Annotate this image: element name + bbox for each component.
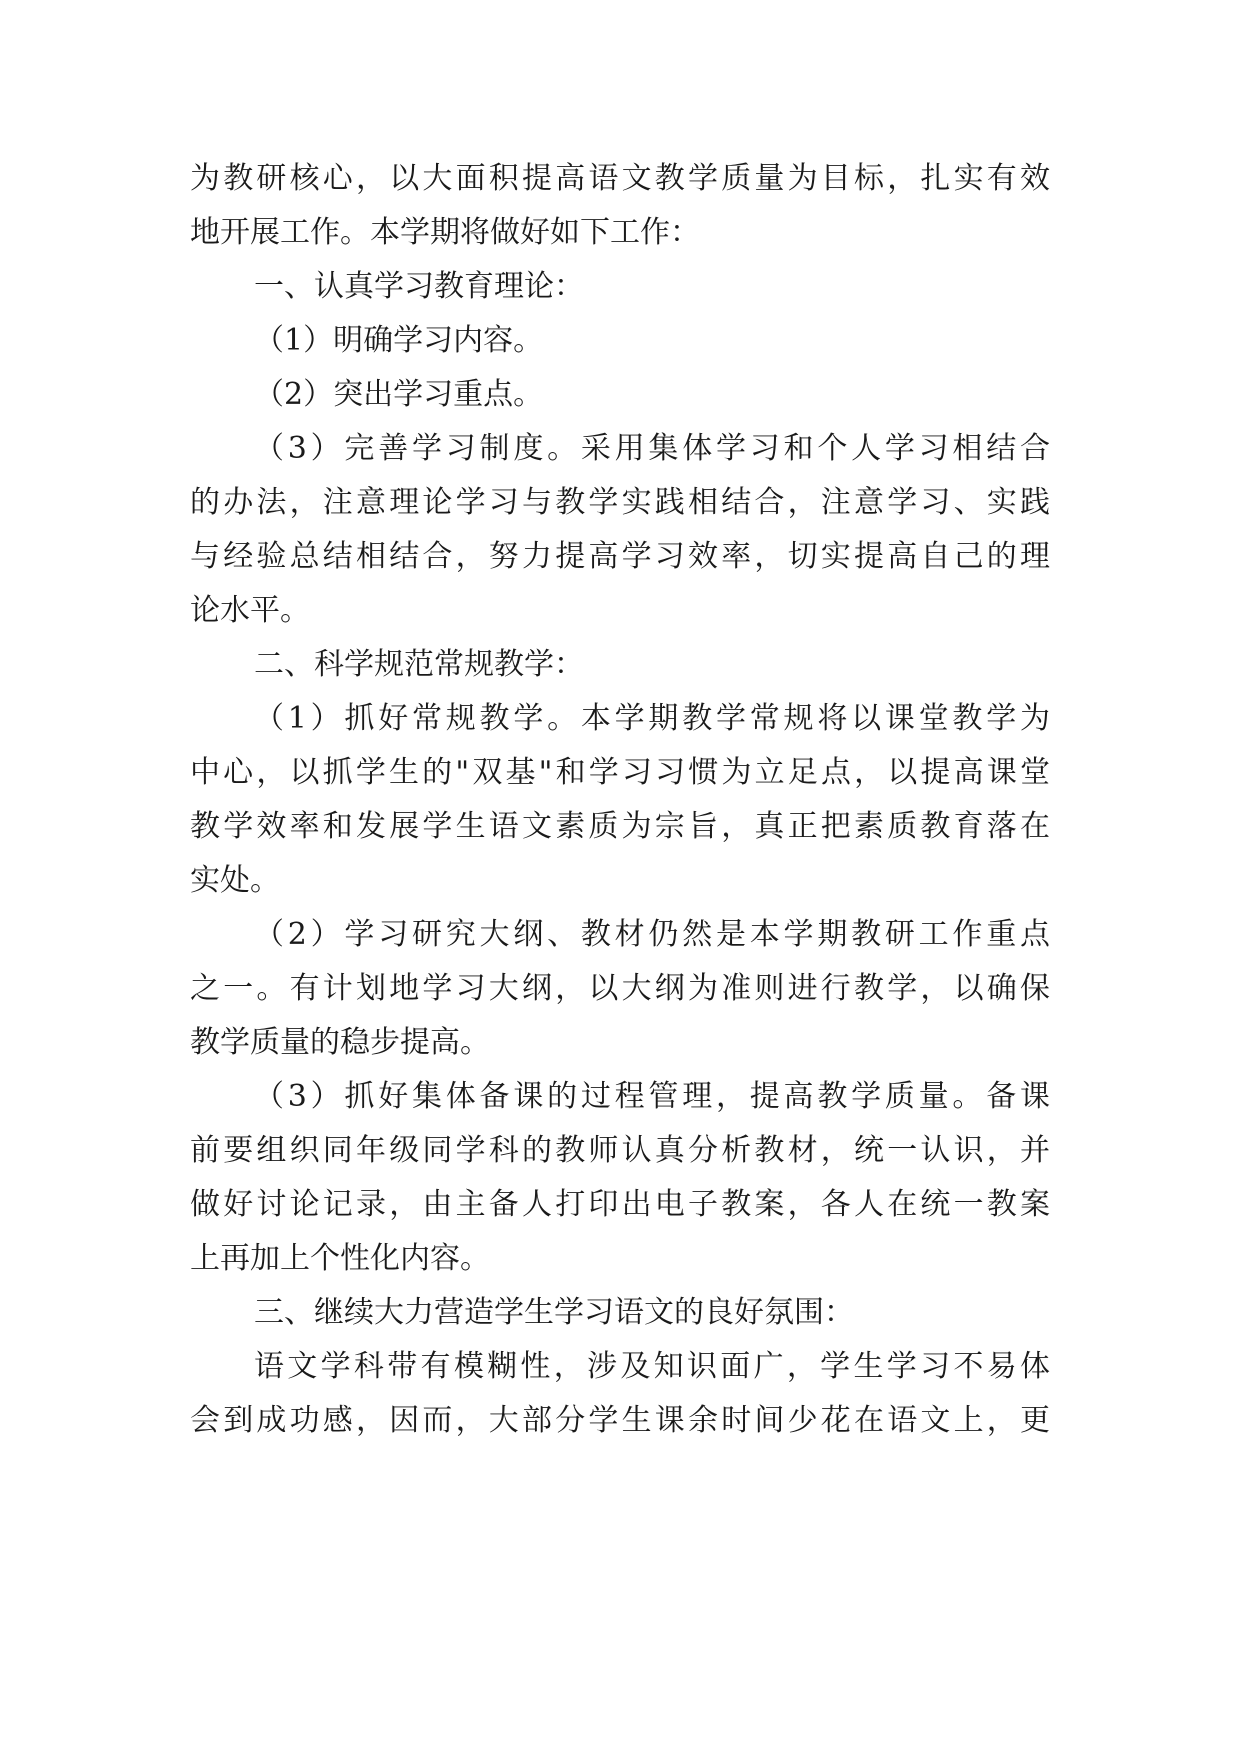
section-heading: 一、认真学习教育理论： [254,269,584,304]
text-line: 实处。 [190,863,280,898]
list-item: （1）明确学习内容。 [254,323,544,358]
paragraph-start: 语文学科带有模糊性，涉及知识面广，学生学习不易体 [254,1349,1050,1384]
text-line: 之一。有计划地学习大纲，以大纲为准则进行教学，以确保 [190,971,1050,1006]
text-line: 为教研核心，以大面积提高语文教学质量为目标，扎实有效 [190,161,1050,196]
list-item: （3）抓好集体备课的过程管理，提高教学质量。备课 [254,1079,1050,1114]
text-line: 做好讨论记录，由主备人打印出电子教案，各人在统一教案 [190,1187,1050,1222]
text-line: 中心，以抓学生的"双基"和学习习惯为立足点，以提高课堂 [190,755,1050,790]
list-item: （3）完善学习制度。采用集体学习和个人学习相结合 [254,431,1050,466]
text-line: 上再加上个性化内容。 [190,1241,490,1276]
text-line: 的办法，注意理论学习与教学实践相结合，注意学习、实践 [190,485,1050,520]
list-item: （2）学习研究大纲、教材仍然是本学期教研工作重点 [254,917,1050,952]
list-item: （1）抓好常规教学。本学期教学常规将以课堂教学为 [254,701,1050,736]
text-line: 前要组织同年级同学科的教师认真分析教材，统一认识，并 [190,1133,1050,1168]
text-line: 论水平。 [190,593,310,628]
text-line: 会到成功感，因而，大部分学生课余时间少花在语文上，更 [190,1403,1050,1438]
text-line: 教学质量的稳步提高。 [190,1025,490,1060]
text-line: 地开展工作。本学期将做好如下工作： [190,215,700,250]
section-heading: 三、继续大力营造学生学习语文的良好氛围： [254,1295,854,1330]
text-line: 教学效率和发展学生语文素质为宗旨，真正把素质教育落在 [190,809,1050,844]
text-line: 与经验总结相结合，努力提高学习效率，切实提高自己的理 [190,539,1050,574]
section-heading: 二、科学规范常规教学： [254,647,584,682]
list-item: （2）突出学习重点。 [254,377,544,412]
